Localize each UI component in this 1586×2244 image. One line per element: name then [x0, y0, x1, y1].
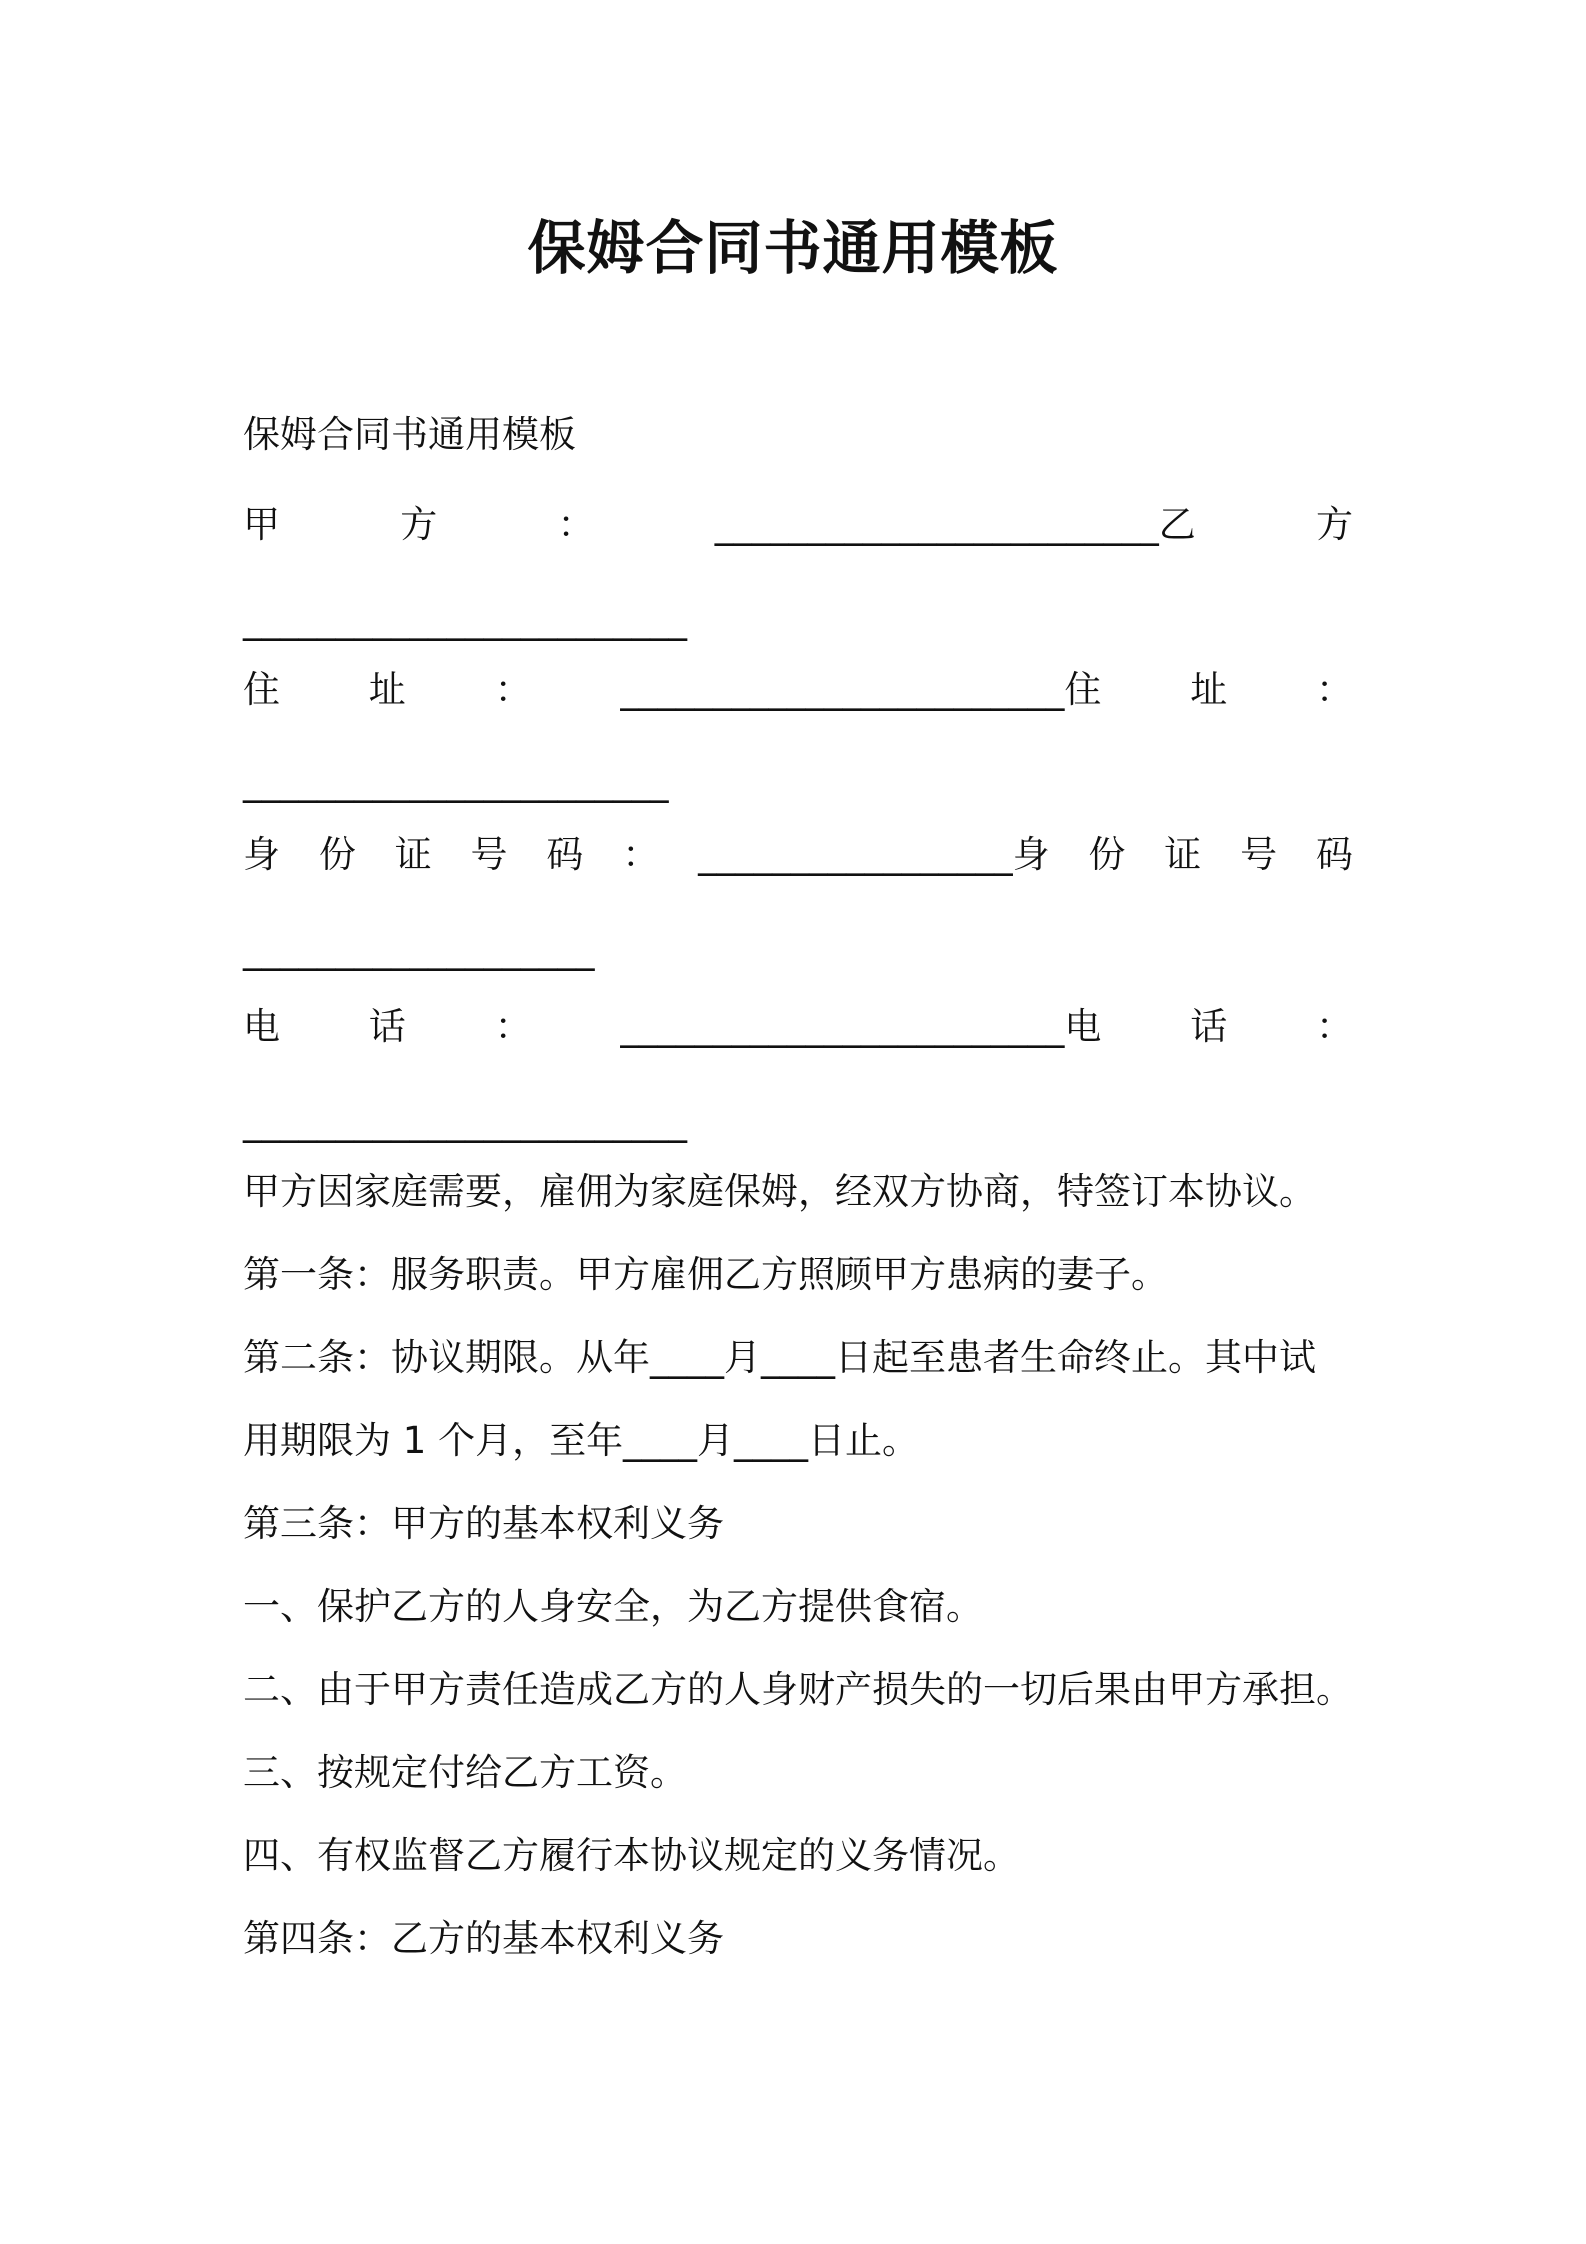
phone-a-label-char-2: 话: [368, 1005, 406, 1048]
address-a-label-char-2: 址: [368, 668, 406, 711]
id-a-blank: _________________身: [698, 833, 1050, 876]
id-a-label-char-4: 号: [470, 833, 508, 876]
address-a-label-char-1: 住: [243, 668, 280, 711]
party-b-blank: ________________________: [243, 598, 687, 641]
document-title: 保姆合同书通用模板: [527, 214, 1059, 282]
id-b-label-char-4: 号: [1240, 833, 1278, 876]
phone-b-colon: ：: [1315, 1005, 1353, 1048]
party-b-label-char-2: 方: [1316, 503, 1353, 546]
article-3-item-4: 四、有权监督乙方履行本协议规定的义务情况。: [243, 1834, 1020, 1877]
article-1: 第一条：服务职责。甲方雇佣乙方照顾甲方患病的妻子。: [243, 1253, 1168, 1296]
document-subtitle: 保姆合同书通用模板: [243, 413, 576, 456]
party-a-label-char-2: 方: [400, 503, 438, 546]
phone-a-label-char-1: 电: [243, 1005, 280, 1048]
article-2-cont: 用期限为 1 个月，至年____月____日止。: [243, 1419, 920, 1462]
phone-a-blank: ________________________电: [620, 1005, 1102, 1048]
phone-b-blank: ________________________: [243, 1100, 687, 1143]
id-a-colon: ：: [622, 833, 660, 876]
article-4-heading: 第四条：乙方的基本权利义务: [243, 1917, 724, 1960]
article-3-item-2: 二、由于甲方责任造成乙方的人身财产损失的一切后果由甲方承担。: [243, 1668, 1353, 1711]
id-b-blank: ___________________: [243, 928, 595, 971]
address-b-blank: _______________________: [243, 760, 669, 803]
party-a-blank: ________________________乙: [714, 503, 1196, 546]
party-a-colon: ：: [557, 503, 595, 546]
article-3-item-1: 一、保护乙方的人身安全，为乙方提供食宿。: [243, 1585, 983, 1628]
id-a-label-char-2: 份: [318, 833, 356, 876]
id-number-row: [243, 830, 1353, 880]
id-b-label-char-5: 码: [1315, 833, 1353, 876]
intro-paragraph: 甲方因家庭需要，雇佣为家庭保姆，经双方协商，特签订本协议。: [243, 1170, 1316, 1213]
article-3-item-3: 三、按规定付给乙方工资。: [243, 1751, 687, 1794]
phone-b-label-char-2: 话: [1190, 1005, 1228, 1048]
address-b-colon: ：: [1315, 668, 1353, 711]
party-row: [243, 500, 1353, 550]
address-a-colon: ：: [494, 668, 532, 711]
id-a-label-char-1: 身: [243, 833, 280, 876]
article-3-heading: 第三条：甲方的基本权利义务: [243, 1502, 724, 1545]
id-b-label-char-3: 证: [1164, 833, 1202, 876]
phone-row: [243, 1002, 1353, 1052]
phone-a-colon: ：: [494, 1005, 532, 1048]
id-a-label-char-5: 码: [546, 833, 584, 876]
article-2: 第二条：协议期限。从年____月____日起至患者生命终止。其中试: [243, 1336, 1316, 1379]
address-b-label-char-2: 址: [1190, 668, 1228, 711]
id-a-label-char-3: 证: [394, 833, 432, 876]
address-row: [243, 665, 1353, 715]
party-a-label-char-1: 甲: [243, 503, 280, 546]
id-b-label-char-2: 份: [1088, 833, 1126, 876]
address-a-blank: ________________________住: [620, 668, 1102, 711]
